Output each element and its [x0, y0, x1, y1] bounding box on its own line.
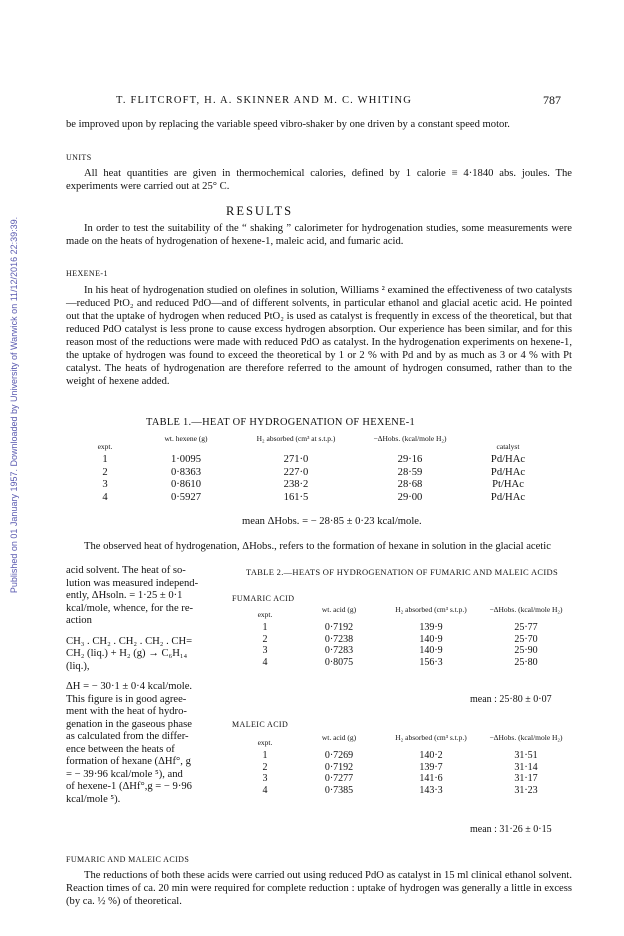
table1: [74, 434, 552, 504]
fumaric-label: FUMARIC ACID: [232, 594, 295, 603]
text-line: kcal/mole ⁵).: [66, 793, 121, 805]
table-row: [74, 467, 552, 480]
table-cell: 31·14: [514, 761, 538, 773]
text-line: This figure is in good agree-: [66, 693, 187, 705]
table2-maleic: [232, 733, 570, 796]
table-cell: 0·7238: [324, 633, 354, 645]
text-line: ment with the heat of hydro-: [66, 706, 187, 717]
text-line: acid solvent. The heat of so-: [66, 565, 186, 576]
table-cell: 28·59: [397, 466, 423, 478]
text-line: CH₃ . CH₂ . CH₂ . CH₂ . CH=: [66, 635, 193, 647]
table2-header: H₂ absorbed (cm³ s.t.p.): [395, 605, 467, 614]
table2-title: TABLE 2.—HEATS OF HYDROGENATION OF FUMARIC AND MALEIC ACIDS: [246, 567, 558, 577]
table-row: [232, 773, 570, 785]
table-row: [74, 492, 552, 505]
table-cell: 0·8610: [170, 479, 201, 490]
table1-header: expt.: [97, 442, 113, 451]
table1-header-row: [74, 434, 552, 451]
table-cell: 0·7385: [324, 784, 354, 796]
running-header-authors: T. FLITCROFT, H. A. SKINNER AND M. C. WHITING: [116, 95, 413, 106]
table-cell: Pd/HAc: [490, 466, 526, 478]
table-cell: 139·9: [419, 622, 443, 633]
table-cell: 0·7269: [324, 750, 354, 761]
table-cell: 0·7192: [324, 622, 354, 633]
hexene-paragraph: In his heat of hydrogenation studied on olefines in solution, Williams ² examined the effectiveness of two catalysts—reduced PtO₂ and reduced PdO—and of different solvents, in particular ethanol and glacial acetic acid. He pointed out that the uptake of hydrogen when reduced PtO₂ is used as catalyst is frequently in excess of the theoretical, but that reduced PdO catalyst is less prone to cause excess hydrogen absorption. Our experience has been similar, and for this reason most of the reductions were made with reduced PdO as catalyst. In the hydrogenation experiments on hexene-1, the uptake of hydrogen was found to exceed the theoretical by 1 or 2 % with Pd and by as much as 3 or 4 % with Pt catalyst. The heats of hydrogenation are therefore referred to the amount of hydrogen consumed, rather than to the weight of hexene added.: [66, 285, 572, 387]
text-line: lution was measured independ-: [66, 577, 199, 589]
text-line: action: [66, 615, 92, 626]
table-cell: 25·80: [514, 656, 538, 668]
page-number: 787: [543, 93, 561, 107]
intro-paragraph: be improved upon by replacing the variable speed vibro-shaker by one driven by a constant speed motor.: [66, 119, 510, 130]
results-paragraph: In order to test the suitability of the “ shaking ” calorimeter for hydrogenation studies, some measurements were made on the heats of hydrogenation of hexene-1, maleic acid, and fumaric acid.: [66, 223, 572, 247]
maleic-label: MALEIC ACID: [232, 720, 289, 729]
text-line: genation in the gaseous phase: [66, 718, 192, 730]
table-cell: 0·8075: [324, 656, 354, 668]
results-heading: RESULTS: [226, 204, 294, 218]
table2-header: wt. acid (g): [321, 605, 357, 614]
table-cell: 1: [262, 750, 268, 761]
table-cell: 1·0095: [170, 454, 201, 465]
text-line: as calculated from the differ-: [66, 731, 189, 742]
text-line: CH₂ (liq.) + H₂ (g) → C₆H₁₄: [66, 648, 188, 659]
table-cell: Pd/HAc: [490, 454, 526, 465]
fumaric-mean: mean : 25·80 ± 0·07: [470, 694, 552, 705]
table-row: [232, 785, 570, 797]
table-cell: 4: [262, 656, 268, 668]
text-line: ently, ΔHsoln. = 1·25 ± 0·1: [66, 590, 183, 601]
table-cell: 140·9: [419, 645, 443, 656]
table-cell: 271·0: [283, 454, 309, 465]
table-cell: 2: [102, 466, 108, 478]
table-cell: 31·17: [514, 773, 538, 784]
observed-paragraph: The observed heat of hydrogenation, ΔHobs., refers to the formation of hexane in solution in the glacial acetic: [84, 541, 551, 552]
text-line: = − 39·96 kcal/mole ⁵), and: [66, 768, 183, 780]
table-cell: 25·70: [514, 633, 538, 645]
table-cell: 1: [102, 454, 108, 465]
text-line: formation of hexane (ΔHf°, g: [66, 756, 191, 767]
table-cell: 4: [262, 784, 268, 796]
table-cell: 0·8363: [170, 466, 201, 478]
table-cell: 25·90: [514, 645, 538, 656]
table-row: [74, 479, 552, 492]
table1-header: H₂ absorbed (cm³ at s.t.p.): [256, 434, 336, 443]
table-cell: 139·7: [419, 761, 443, 773]
table-cell: 1: [262, 622, 268, 633]
table-row: [232, 634, 570, 646]
table-cell: 2: [262, 633, 268, 645]
table-cell: 3: [262, 645, 268, 656]
table-cell: 25·77: [514, 622, 538, 633]
table2-header-row: [232, 605, 570, 619]
maleic-mean: mean : 31·26 ± 0·15: [470, 824, 552, 835]
table-cell: Pd/HAc: [490, 491, 526, 503]
table1-header: catalyst: [496, 442, 520, 451]
table-cell: 156·3: [419, 656, 443, 668]
text-line: ΔH = − 30·1 ± 0·4 kcal/mole.: [66, 681, 193, 692]
table-cell: 29·16: [397, 454, 423, 465]
table-row: [232, 762, 570, 774]
table-cell: 238·2: [283, 479, 309, 490]
table-cell: 141·6: [419, 773, 443, 784]
table2-header: H₂ absorbed (cm³ s.t.p.): [395, 733, 467, 742]
table-cell: 161·5: [283, 491, 309, 503]
table-cell: 140·9: [419, 633, 443, 645]
table1-header: wt. hexene (g): [164, 434, 208, 443]
text-line: (liq.),: [66, 660, 90, 672]
table2-header: expt.: [257, 738, 273, 747]
table1-title: TABLE 1.—HEAT OF HYDROGENATION OF HEXENE-1: [146, 417, 416, 428]
table-cell: 143·3: [419, 784, 443, 796]
table-row: [232, 622, 570, 634]
table-cell: 227·0: [283, 466, 309, 478]
table1-header: −ΔHobs. (kcal/mole H₂): [373, 434, 447, 443]
table-cell: 3: [102, 479, 108, 490]
table-cell: 29·00: [397, 491, 423, 503]
table-cell: 2: [262, 761, 268, 773]
table-cell: 0·5927: [170, 491, 201, 503]
table2-header: wt. acid (g): [321, 733, 357, 742]
download-watermark: Published on 01 January 1957. Downloaded by University of Warwick on 11/12/2016 22:39:39.: [9, 216, 19, 594]
table-row: [74, 454, 552, 467]
fumaric-maleic-paragraph: The reductions of both these acids were carried out using reduced PdO as catalyst in 15 ml clinical ethanol solvent. Reaction times of ca. 20 min were required for complete reduction : uptake of hydrogen was generally a little in excess (by ca. ½ %) of theoretical.: [66, 870, 572, 907]
table-cell: 0·7277: [324, 773, 354, 784]
table2-header: −ΔHobs. (kcal/mole H₂): [489, 733, 563, 742]
table-cell: 31·23: [514, 784, 538, 796]
table-row: [232, 645, 570, 657]
table-row: [232, 657, 570, 669]
table-cell: 140·2: [419, 750, 443, 761]
text-line: ence between the heats of: [66, 743, 175, 755]
fumaric-maleic-heading: FUMARIC AND MALEIC ACIDS: [66, 855, 190, 864]
table2-header: −ΔHobs. (kcal/mole H₂): [489, 605, 563, 614]
units-heading: UNITS: [66, 153, 92, 162]
table-cell: 31·51: [514, 750, 538, 761]
table-cell: 28·68: [397, 479, 423, 490]
left-column-text: [66, 565, 228, 806]
table-row: [232, 750, 570, 762]
table-cell: 0·7192: [324, 761, 354, 773]
table-cell: Pt/HAc: [492, 479, 524, 490]
table-cell: 3: [262, 773, 268, 784]
text-line: kcal/mole, whence, for the re-: [66, 602, 194, 614]
hexene-heading: HEXENE-1: [66, 269, 108, 278]
table2-header: expt.: [257, 610, 273, 619]
text-line: of hexene-1 (ΔHf°,g = − 9·96: [66, 781, 192, 792]
table1-mean: mean ΔHobs. = − 28·85 ± 0·23 kcal/mole.: [242, 516, 422, 527]
units-paragraph: All heat quantities are given in thermochemical calories, defined by 1 calorie ≡ 4·1840 abs. joules. The experiments were carried out at 25° C.: [66, 168, 572, 192]
table2-fumaric: [232, 605, 570, 668]
table2-header-row: [232, 733, 570, 747]
table-cell: 0·7283: [324, 645, 354, 656]
table-cell: 4: [102, 491, 108, 503]
